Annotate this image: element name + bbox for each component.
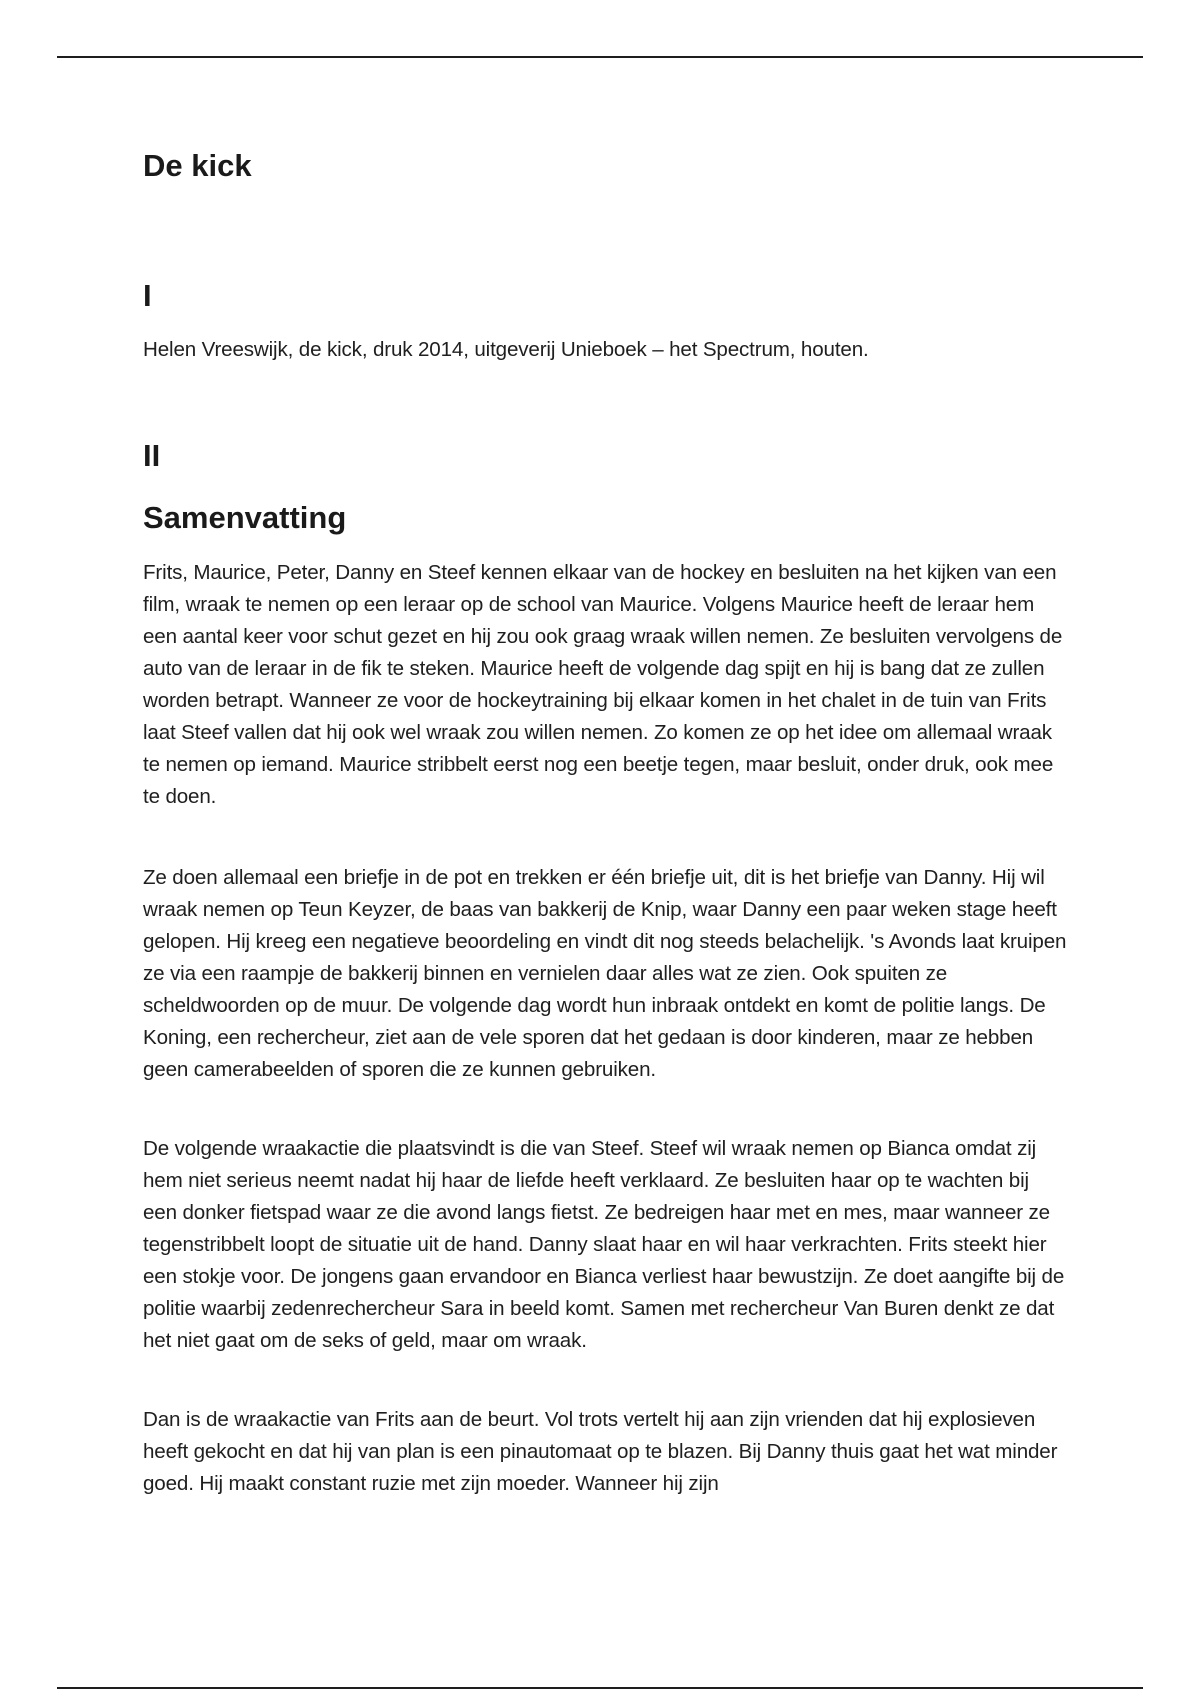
summary-heading: Samenvatting — [143, 500, 347, 535]
summary-paragraph: Ze doen allemaal een briefje in de pot en trekken er één briefje uit, dit is het briefje van Danny. Hij wil wraak nemen op Teun Keyzer, de baas van bakkerij de Knip, waar Danny een paar weken stage heeft gelopen. Hij kreeg een negatieve beoordeling en vindt dit nog steeds belachelijk. 's Avonds laat kruipen ze via een raampje de bakkerij binnen en vernielen daar alles wat ze zien. Ook spuiten ze scheldwoorden op de muur. De volgende dag wordt hun inbraak ontdekt en komt de politie langs. De Koning, een rechercheur, ziet aan de vele sporen dat het gedaan is door kinderen, maar ze hebben geen camerabeelden of sporen die ze kunnen gebruiken. — [143, 866, 1067, 1081]
summary-paragraph: Frits, Maurice, Peter, Danny en Steef kennen elkaar van de hockey en besluiten na het kijken van een film, wraak te nemen op een leraar op de school van Maurice. Volgens Maurice heeft de leraar hem een aantal keer voor schut gezet en hij zou ook graag wraak willen nemen. Ze besluiten vervolgens de auto van de leraar in de fik te steken. Maurice heeft de volgende dag spijt en hij is bang dat ze zullen worden betrapt. Wanneer ze voor de hockeytraining bij elkaar komen in het chalet in de tuin van Frits laat Steef vallen dat hij ook wel wraak zou willen nemen. Zo komen ze op het idee om allemaal wraak te nemen op iemand. Maurice stribbelt eerst nog een beetje tegen, maar besluit, onder druk, ook mee te doen. — [143, 561, 1063, 808]
section-heading-ii: II — [143, 438, 161, 473]
section-heading-i: I — [143, 278, 152, 313]
bibliographic-reference: Helen Vreeswijk, de kick, druk 2014, uitgeverij Unieboek – het Spectrum, houten. — [143, 338, 869, 361]
top-rule — [57, 56, 1143, 58]
bottom-rule — [57, 1687, 1143, 1689]
summary-paragraph: De volgende wraakactie die plaatsvindt is die van Steef. Steef wil wraak nemen op Bianca omdat zij hem niet serieus neemt nadat hij haar de liefde heeft verklaard. Ze besluiten haar op te wachten bij een donker fietspad waar ze die avond langs fietst. Ze bedreigen haar met en mes, maar wanneer ze tegenstribbelt loopt de situatie uit de hand. Danny slaat haar en wil haar verkrachten. Frits steekt hier een stokje voor. De jongens gaan ervandoor en Bianca verliest haar bewustzijn. Ze doet aangifte bij de politie waarbij zedenrechercheur Sara in beeld komt. Samen met rechercheur Van Buren denkt ze dat het niet gaat om de seks of geld, maar om wraak. — [143, 1137, 1065, 1352]
document-title: De kick — [143, 148, 252, 183]
summary-paragraph: Dan is de wraakactie van Frits aan de beurt. Vol trots vertelt hij aan zijn vrienden dat hij explosieven heeft gekocht en dat hij van plan is een pinautomaat op te blazen. Bij Danny thuis gaat het wat minder goed. Hij maakt constant ruzie met zijn moeder. Wanneer hij zijn — [143, 1408, 1058, 1495]
